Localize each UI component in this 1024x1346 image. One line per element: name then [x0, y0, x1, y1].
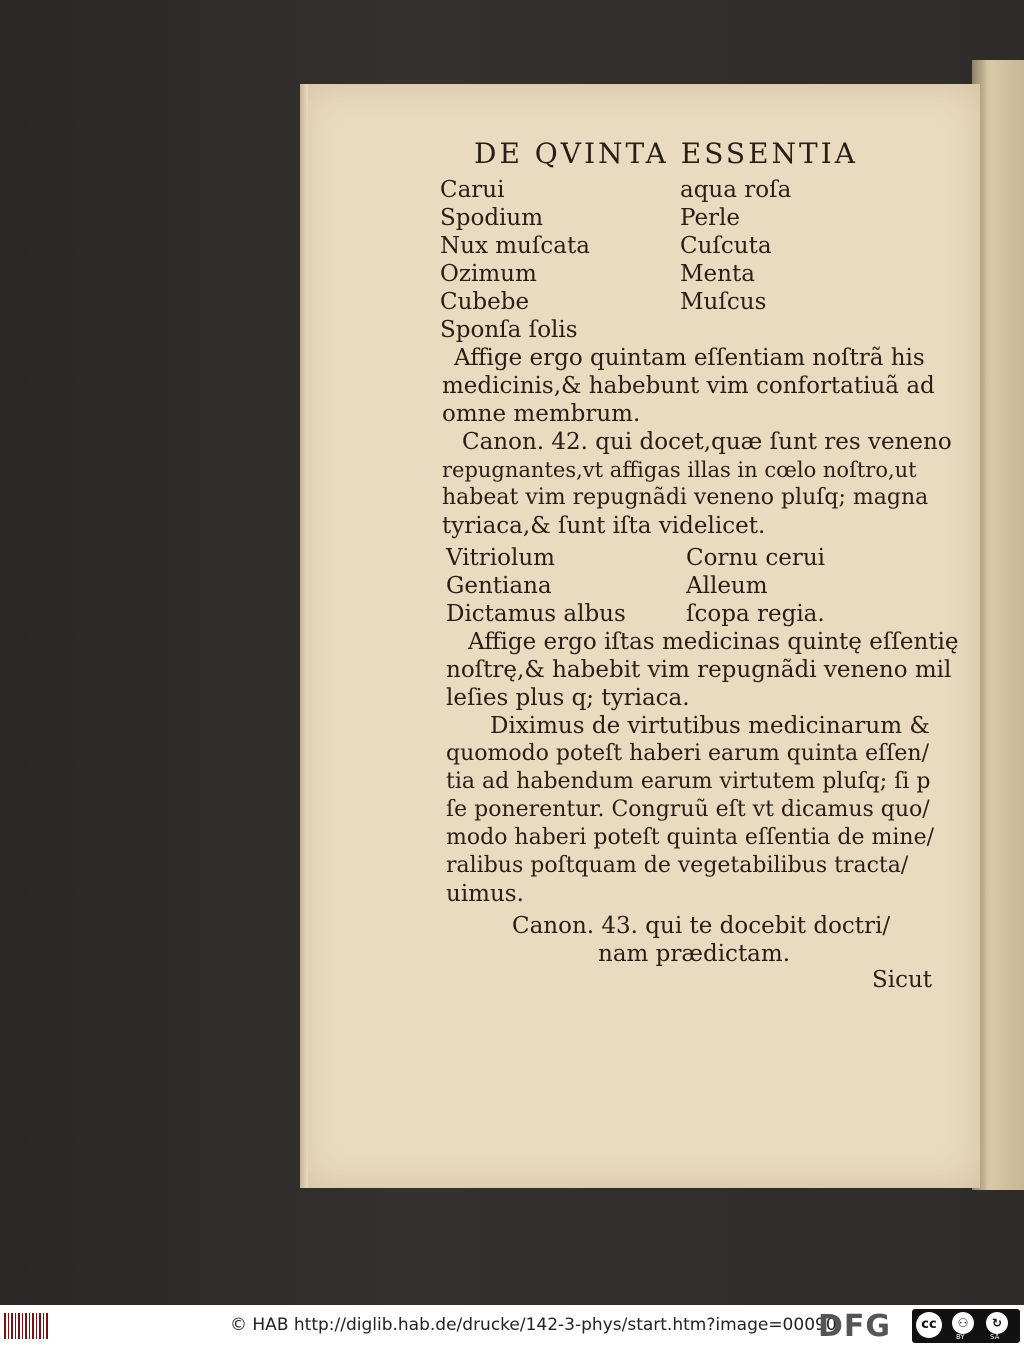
para4-line-1: Diximus de virtutibus medicinarum &	[490, 713, 930, 739]
list2-left-1: Vitriolum	[446, 545, 555, 571]
by-icon: ⚇	[952, 1312, 974, 1334]
para4-line-3: tia ad habendum earum virtutem pluſq; ſi p	[446, 769, 931, 794]
para2-line-2: repugnantes,vt affigas illas in cœlo noſtro,ut	[442, 458, 917, 482]
para4-line-4: ſe ponerentur. Congruũ eſt vt dicamus quo/	[446, 797, 930, 822]
list1-right-3: Cuſcuta	[680, 233, 772, 259]
list2-right-3: ſcopa regia.	[686, 601, 825, 627]
dfg-logo[interactable]: DFG	[818, 1309, 892, 1344]
para4-line-7: uimus.	[446, 881, 524, 907]
sa-icon: ↻	[986, 1312, 1008, 1334]
para2-line-4: tyriaca,& ſunt iſta videlicet.	[442, 513, 766, 539]
para4-line-5: modo haberi poteſt quinta eſſentia de mine/	[446, 825, 935, 850]
list2-left-2: Gentiana	[446, 573, 552, 599]
source-link[interactable]: © HAB http://diglib.hab.de/drucke/142-3-phys/start.htm?image=00090	[230, 1315, 837, 1335]
para1-line-3: omne membrum.	[442, 401, 641, 427]
list1-right-1: aqua roſa	[680, 177, 792, 203]
page-header: DE QVINTA ESSENTIA	[474, 137, 858, 170]
list1-left-5: Cubebe	[440, 289, 530, 315]
list1-left-4: Ozimum	[440, 261, 537, 287]
cc-icon: cc	[916, 1312, 942, 1338]
list1-left-3: Nux muſcata	[440, 233, 590, 259]
list1-right-2: Perle	[680, 205, 741, 231]
sa-label: SA	[990, 1333, 1000, 1341]
para2-line-1: Canon. 42. qui docet,quæ ſunt res veneno	[462, 429, 952, 455]
footer-bar	[0, 1305, 1024, 1346]
list1-left-2: Spodium	[440, 205, 544, 231]
list1-left-1: Carui	[440, 177, 505, 203]
list2-left-3: Dictamus albus	[446, 601, 626, 627]
list2-right-1: Cornu cerui	[686, 545, 826, 571]
para4-line-6: ralibus poſtquam de vegetabilibus tracta/	[446, 853, 909, 878]
by-label: BY	[956, 1333, 965, 1341]
canon43-line-2: nam prædictam.	[598, 941, 791, 967]
cc-license-badge[interactable]	[912, 1309, 1020, 1343]
list1-right-5: Muſcus	[680, 289, 767, 315]
list2-right-2: Alleum	[686, 573, 768, 599]
para3-line-3: leſies plus q; tyriaca.	[446, 685, 690, 711]
catchword: Sicut	[872, 967, 933, 993]
list1-left-6: Sponſa ſolis	[440, 317, 578, 343]
para3-line-1: Affige ergo iſtas medicinas quintę eſſentię	[468, 629, 959, 655]
barcode-icon	[4, 1313, 48, 1339]
canon43-line-1: Canon. 43. qui te docebit doctri/	[512, 913, 891, 939]
list1-right-4: Menta	[680, 261, 755, 287]
para2-line-3: habeat vim repugnãdi veneno pluſq; magna	[442, 485, 929, 510]
para1-line-2: medicinis,& habebunt vim confortatiuã ad	[442, 373, 935, 399]
para3-line-2: noſtrę,& habebit vim repugnãdi veneno mil	[446, 657, 952, 683]
para4-line-2: quomodo poteſt haberi earum quinta eſſen/	[446, 741, 930, 766]
para1-line-1: Affige ergo quintam eſſentiam noſtrã his	[454, 345, 925, 371]
